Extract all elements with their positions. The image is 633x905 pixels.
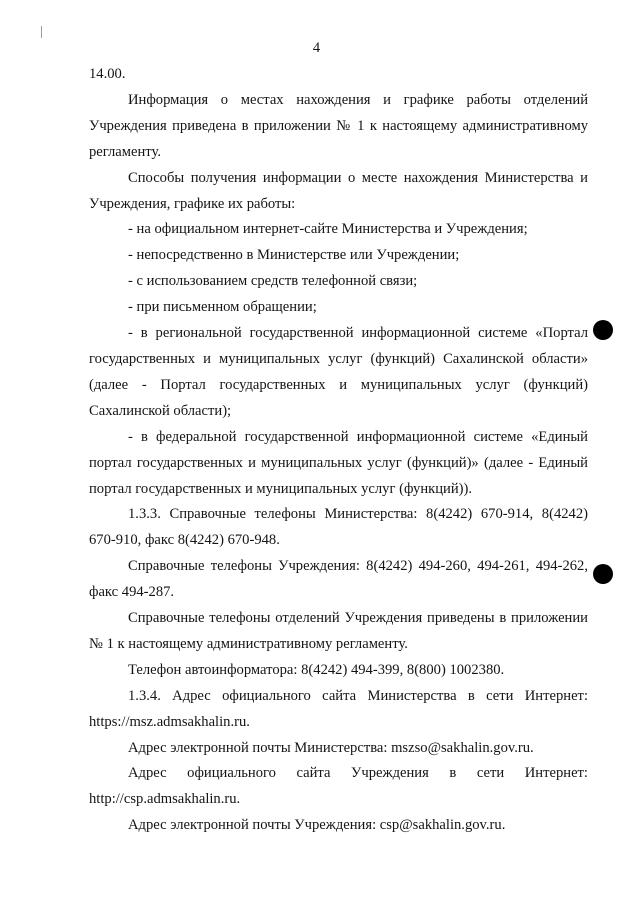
paragraph-institution-phones: Справочные телефоны Учреждения: 8(4242) 494-260, 494-261, 494-262, факс 494-287. — [89, 558, 588, 601]
paragraph-institution-email: Адрес электронной почты Учреждения: csp@sakhalin.gov.ru. — [128, 817, 506, 834]
punch-hole-lower — [593, 564, 613, 584]
paragraph-branch-phones: Справочные телефоны отделений Учреждения приведены в приложении № 1 к настоящему административному регламенту. — [89, 610, 588, 652]
paragraph-institution-website: Адрес официального сайта Учреждения в сети Интернет: http://csp.admsakhalin.ru. — [89, 765, 588, 808]
list-item-website: - на официальном интернет-сайте Министерства и Учреждения; — [128, 221, 528, 238]
list-item-phone: - с использованием средств телефонной связи; — [128, 273, 418, 290]
paragraph-ministry-website: 1.3.4. Адрес официального сайта Министерства в сети Интернет: https://msz.admsakhalin.ru. — [89, 687, 588, 730]
paragraph-ministry-email: Адрес электронной почты Министерства: mszso@sakhalin.gov.ru. — [128, 739, 534, 756]
paragraph-autoinformer-phone: Телефон автоинформатора: 8(4242) 494-399, 8(800) 1002380. — [128, 661, 505, 678]
scan-mark — [41, 26, 42, 38]
paragraph-ministry-phones: 1.3.3. Справочные телефоны Министерства: 8(4242) 670-914, 8(4242) 670-910, факс 8(4242) 670-948. — [89, 506, 588, 549]
paragraph-info-methods: Способы получения информации о месте нахождения Министерства и Учреждения, графике их работы: — [89, 169, 588, 212]
document-body — [89, 62, 588, 839]
list-item-federal-portal: - в федеральной государственной информационной системе «Единый портал государственных и муниципальных услуг (функций)» (далее - Единый портал государственных и муниципальных услуг (функций)). — [89, 428, 588, 497]
paragraph-branch-info: Информация о местах нахождения и графике работы отделений Учреждения приведена в приложении № 1 к настоящему административному регламенту. — [89, 91, 588, 160]
paragraph-time-continuation: 14.00. — [89, 66, 126, 82]
page-number: 4 — [312, 40, 321, 56]
list-item-written-request: - при письменном обращении; — [128, 299, 317, 316]
list-item-in-person: - непосредственно в Министерстве или Учреждении; — [128, 247, 460, 264]
punch-hole-upper — [593, 320, 613, 340]
list-item-regional-portal: - в региональной государственной информационной системе «Портал государственных и муниципальных услуг (функций) Сахалинской области» (далее - Портал государственных и муниципальных услуг (функций) Сахалинской области); — [89, 325, 588, 419]
